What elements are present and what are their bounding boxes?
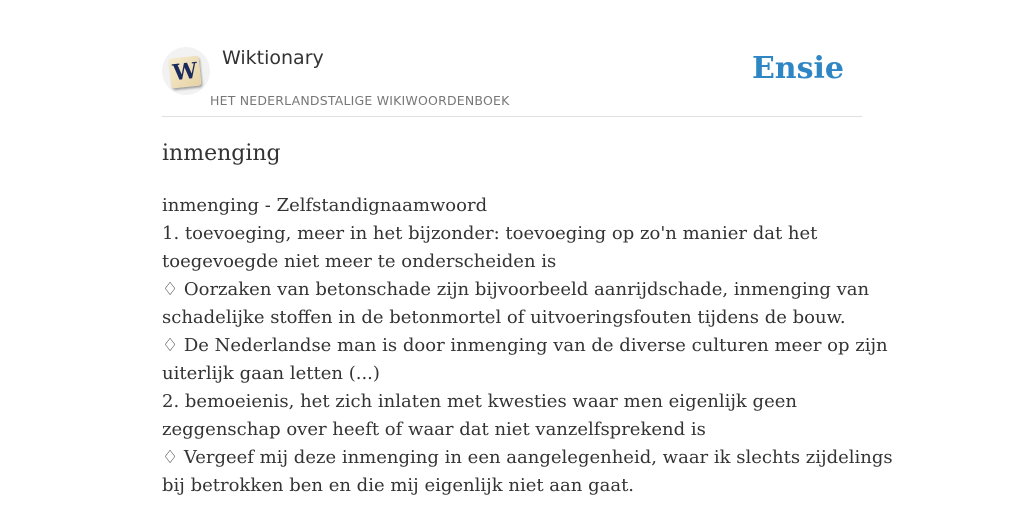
site-tagline: HET NEDERLANDSTALIGE WIKIWOORDENBOEK [210, 93, 510, 108]
definition-line: zeggenschap over heeft of waar dat niet vanzelfsprekend is [162, 419, 706, 440]
wiktionary-logo-icon [169, 56, 202, 89]
site-header [162, 40, 862, 117]
example-line: ♢ Oorzaken van betonschade zijn bijvoorbeeld aanrijdschade, inmenging van [162, 279, 870, 300]
definition-line: 1. toevoeging, meer in het bijzonder: toevoeging op zo'n manier dat het [162, 223, 818, 244]
definition-line: 2. bemoeienis, het zich inlaten met kwesties waar men eigenlijk geen [162, 391, 797, 412]
wiktionary-logo[interactable] [162, 47, 210, 95]
definition-line: toegevoegde niet meer te onderscheiden is [162, 251, 557, 272]
example-line: schadelijke stoffen in de betonmortel of uitvoeringsfouten tijdens de bouw. [162, 307, 846, 328]
logo-letter: W [171, 57, 199, 87]
definition-content [162, 192, 893, 500]
ensie-brand-link[interactable]: Ensie [751, 51, 844, 86]
example-line: ♢ Vergeef mij deze inmenging in een aangelegenheid, waar ik slechts zijdelings [162, 447, 893, 468]
definition-line: inmenging - Zelfstandignaamwoord [162, 195, 488, 216]
example-line: ♢ De Nederlandse man is door inmenging van de diverse culturen meer op zijn [162, 335, 888, 356]
page-title: inmenging [162, 141, 281, 166]
example-line: bij betrokken ben en die mij eigenlijk niet aan gaat. [162, 475, 635, 496]
example-line: uiterlijk gaan letten (...) [162, 363, 380, 384]
site-name[interactable]: Wiktionary [222, 47, 324, 69]
